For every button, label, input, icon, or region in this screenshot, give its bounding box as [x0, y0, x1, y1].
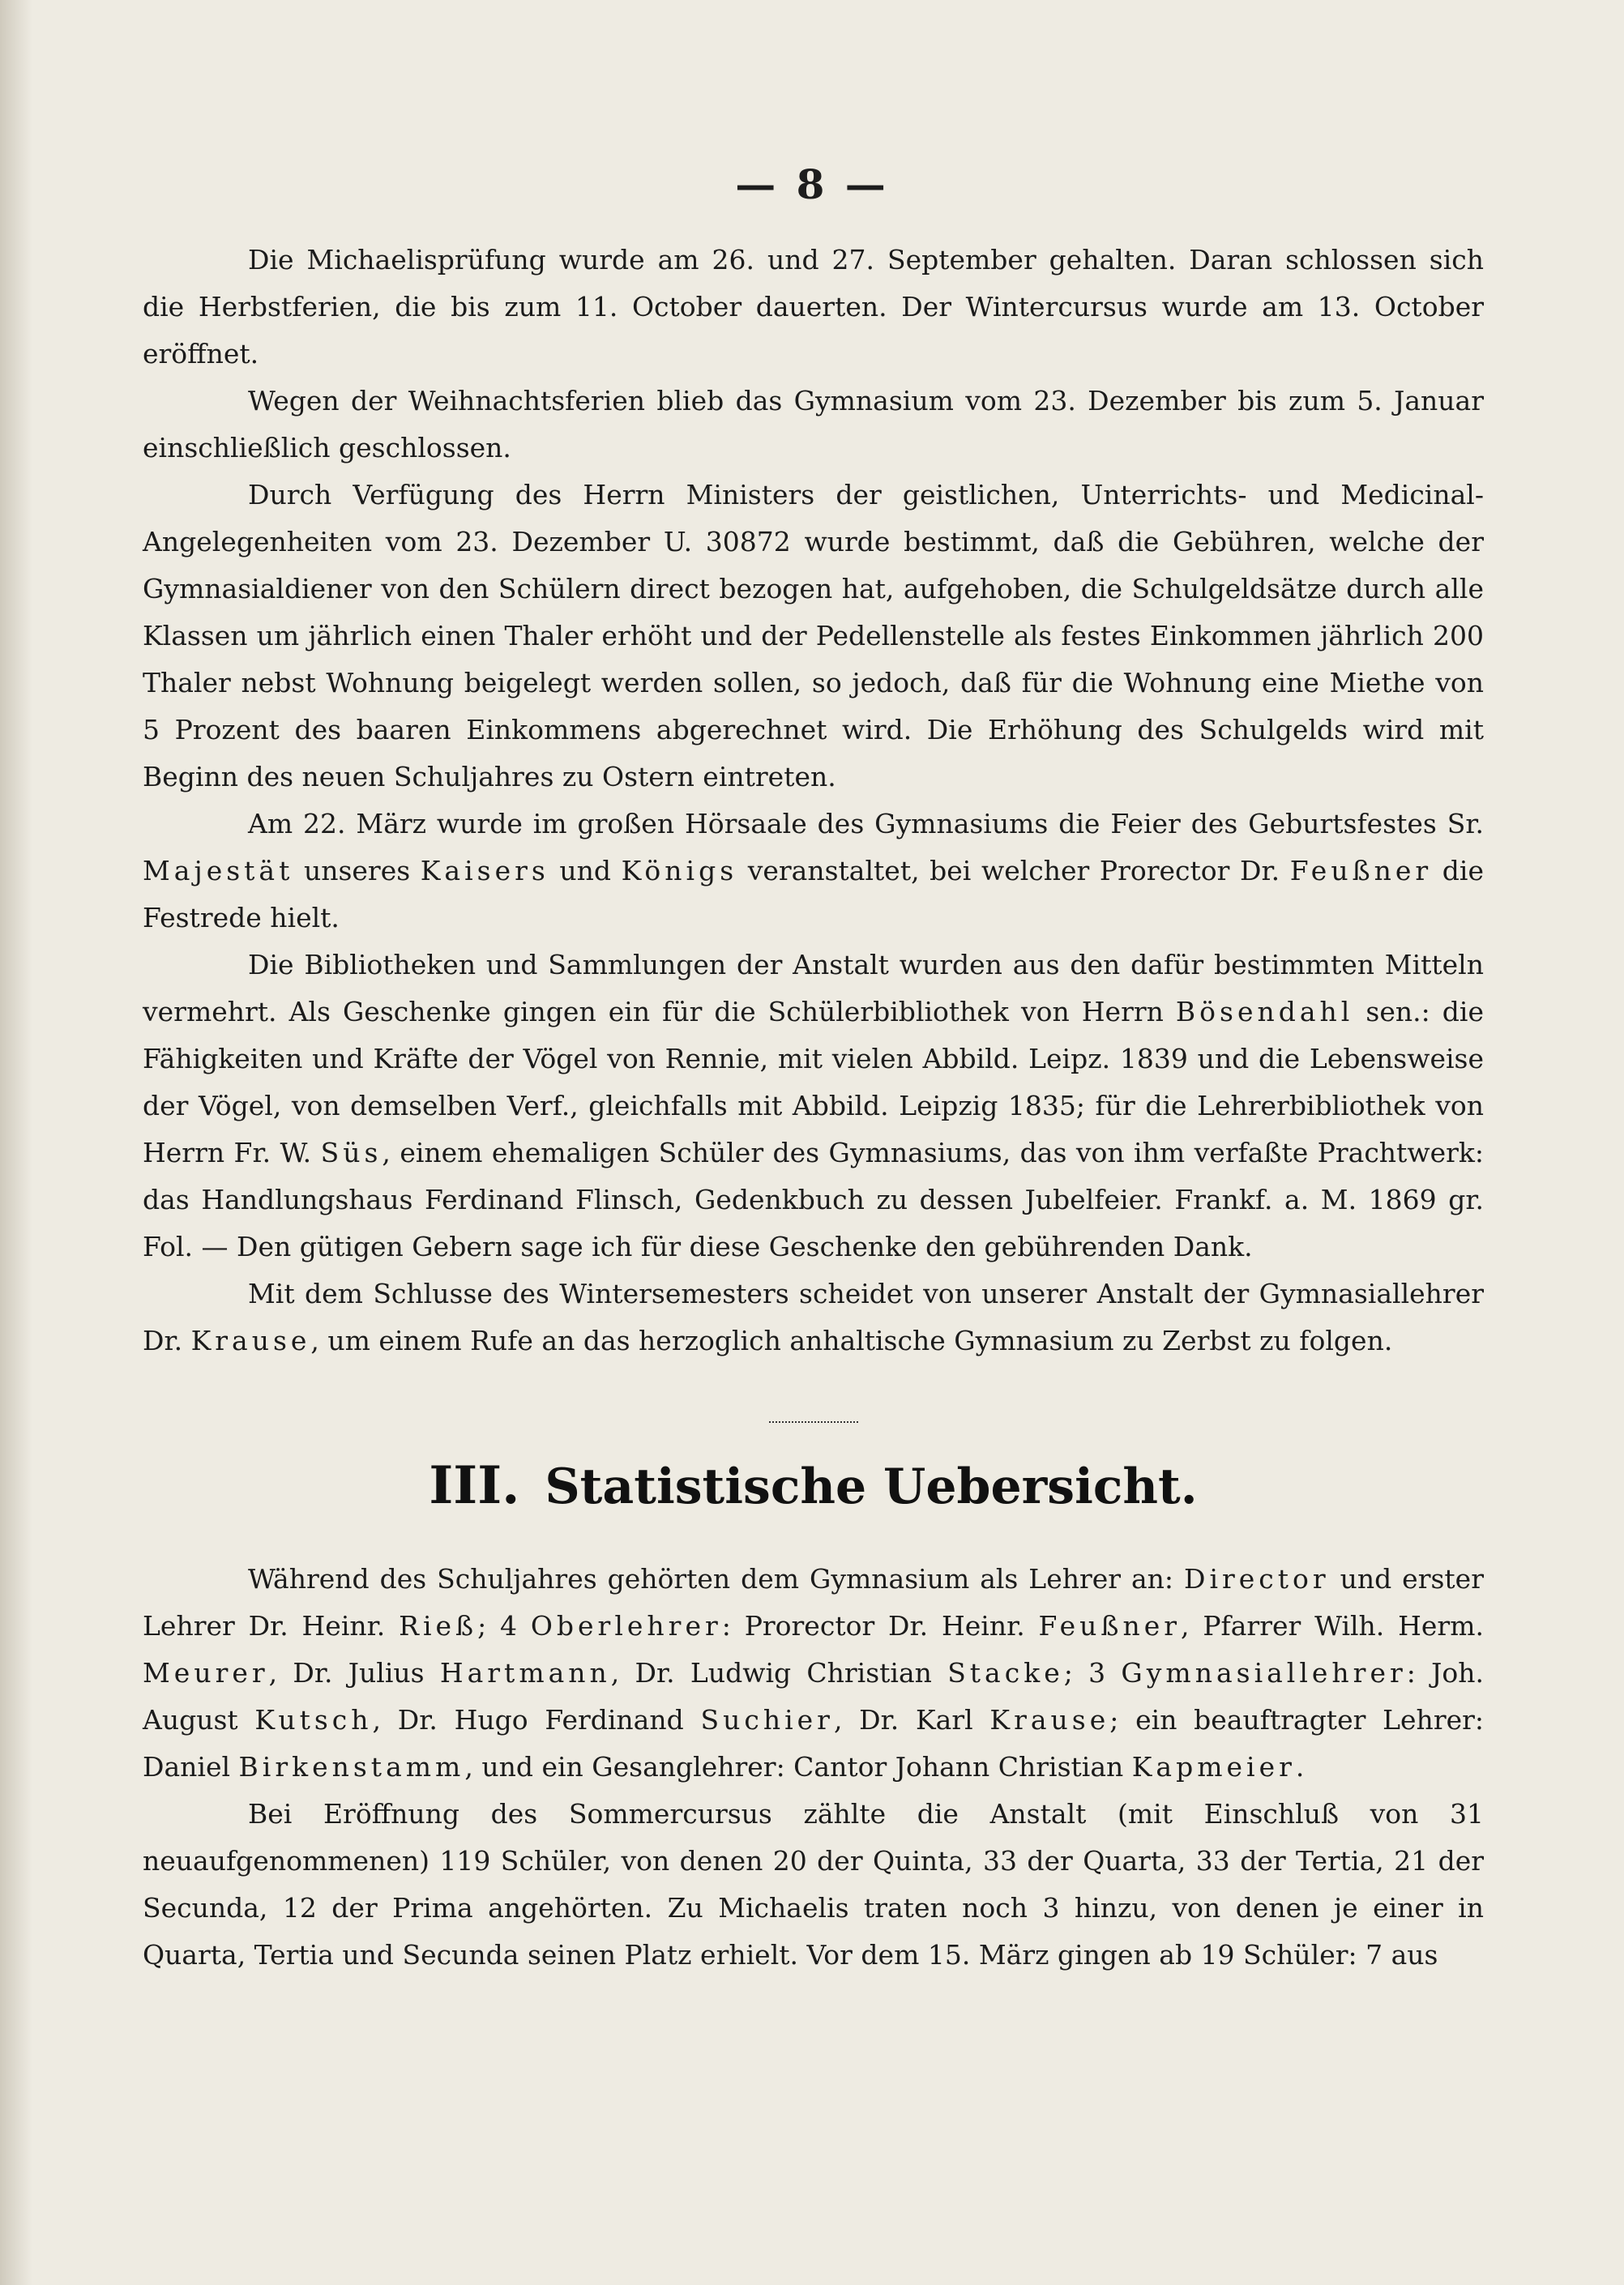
paragraph-christmas: Wegen der Weihnachtsferien blieb das Gymnasium vom 23. Dezember bis zum 5. Januar einschließlich geschlossen.	[143, 385, 1484, 463]
paragraph-michaelis: Die Michaelisprüfung wurde am 26. und 27. September gehalten. Daran schlossen sich die Herbstferien, die bis zum 11. October dauerten. Der Wintercursus wurde am 13. October eröffnet.	[143, 244, 1484, 369]
page-gutter-shadow	[0, 0, 32, 2285]
page-number: — 8 —	[735, 160, 889, 208]
paragraph-students: Bei Eröffnung des Sommercursus zählte die Anstalt (mit Einschluß von 31 neuaufgenommenen) 119 Schüler, von denen 20 der Quinta, 33 der Quarta, 33 der Tertia, 21 der Secunda, 12 der Prima angehörten. Zu Michaelis traten noch 3 hinzu, von denen je einer in Quarta, Tertia und Secunda seinen Platz erhielt. Vor dem 15. März gingen ab 19 Schüler: 7 aus	[143, 1798, 1484, 1971]
paragraph-ministry: Durch Verfügung des Herrn Ministers der geistlichen, Unterrichts- und Medicinal-Angelegenheiten vom 23. Dezember U. 30872 wurde bestimmt, daß die Gebühren, welche der Gymnasialdiener von den Schülern direct bezogen hat, aufgehoben, die Schulgeldsätze durch alle Klassen um jährlich einen Thaler erhöht und der Pedellenstelle als festes Einkommen jährlich 200 Thaler nebst Wohnung beigelegt werden sollen, so jedoch, daß für die Wohnung eine Miethe von 5 Prozent des baaren Einkommens abgerechnet wird. Die Erhöhung des Schulgelds wird mit Beginn des neuen Schuljahres zu Ostern eintreten.	[143, 479, 1484, 792]
section-title: Statistische Uebersicht.	[545, 1459, 1198, 1515]
section-heading	[143, 1455, 1484, 1516]
body-text	[143, 237, 1484, 1979]
paragraph-library: Die Bibliotheken und Sammlungen der Anstalt wurden aus den dafür bestimmten Mitteln vermehrt. Als Geschenke gingen ein für die Schülerbibliothek von Herrn Bösendahl sen.: die Fähigkeiten und Kräfte der Vögel von Rennie, mit vielen Abbild. Leipz. 1839 und die Lebensweise der Vögel, von demselben Verf., gleichfalls mit Abbild. Leipzig 1835; für die Lehrerbibliothek von Herrn Fr. W. Süs, einem ehemaligen Schüler des Gymnasiums, das von ihm verfaßte Prachtwerk: das Handlungshaus Ferdinand Flinsch, Gedenkbuch zu dessen Jubelfeier. Frankf. a. M. 1869 gr. Fol. — Den gütigen Gebern sage ich für diese Geschenke den gebührenden Dank.	[143, 949, 1484, 1262]
section-divider	[769, 1421, 858, 1425]
paragraph-departure: Mit dem Schlusse des Wintersemesters scheidet von unserer Anstalt der Gymnasiallehrer Dr. Krause, um einem Rufe an das herzoglich anhaltische Gymnasium zu Zerbst zu folgen.	[143, 1278, 1484, 1356]
paragraph-birthday: Am 22. März wurde im großen Hörsaale des Gymnasiums die Feier des Geburtsfestes Sr. Majestät unseres Kaisers und Königs veranstaltet, bei welcher Prorector Dr. Feußner die Festrede hielt.	[143, 808, 1484, 933]
section-number: III.	[429, 1455, 520, 1516]
paragraph-teachers: Während des Schuljahres gehörten dem Gymnasium als Lehrer an: Director und erster Lehrer Dr. Heinr. Rieß; 4 Oberlehrer: Prorector Dr. Heinr. Feußner, Pfarrer Wilh. Herm. Meurer, Dr. Julius Hartmann, Dr. Ludwig Christian Stacke; 3 Gymnasiallehrer: Joh. August Kutsch, Dr. Hugo Ferdinand Suchier, Dr. Karl Krause; ein beauftragter Lehrer: Daniel Birkenstamm, und ein Gesanglehrer: Cantor Johann Christian Kapmeier.	[143, 1563, 1485, 1783]
